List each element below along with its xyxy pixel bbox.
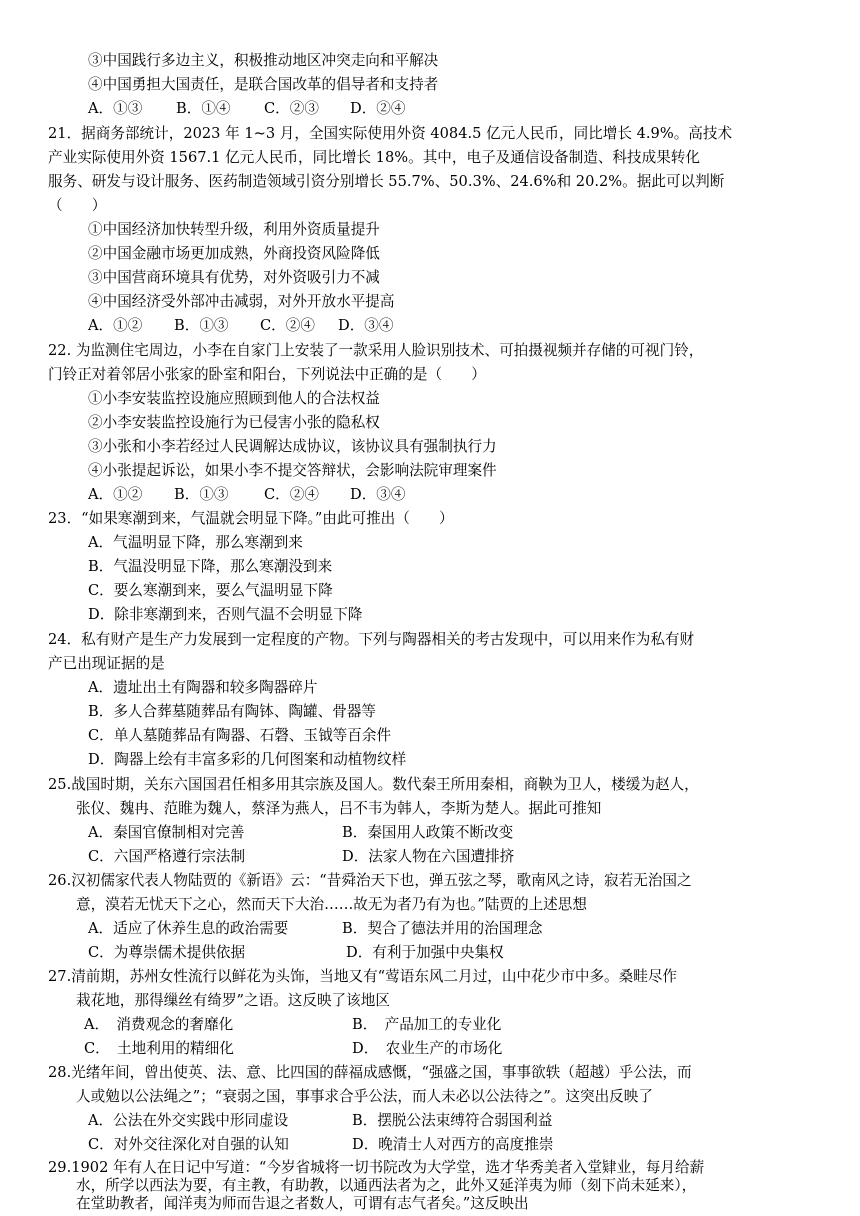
q26-option-b: B．契合了德法并用的治国理念 xyxy=(342,920,543,937)
q22-statement-3: ③小张和小李若经过人民调解达成协议，该协议具有强制执行力 xyxy=(88,438,497,455)
q28-option-b: B．摆脱公法束缚符合弱国利益 xyxy=(352,1112,553,1129)
q20-statement-3: ③中国践行多边主义，积极推动地区冲突走向和平解决 xyxy=(88,52,439,69)
q20-option-d: D．②④ xyxy=(350,100,406,117)
q21-statement-2: ②中国金融市场更加成熟，外商投资风险降低 xyxy=(88,245,380,262)
q23-option-b: B．气温没明显下降，那么寒潮没到来 xyxy=(88,558,333,575)
q27-stem-line-1: 27.清前期，苏州女性流行以鲜花为头饰，当地又有“莺语东风二月过，山中花少市中多。桑畦尽作 xyxy=(48,968,678,985)
q22-statement-2: ②小李安装监控设施行为已侵害小张的隐私权 xyxy=(88,414,380,431)
q27-stem-line-2: 栽花地，那得缫丝有绮罗”之语。这反映了该地区 xyxy=(76,992,390,1009)
q20-option-a: A．①③ xyxy=(88,100,143,117)
q28-option-c: C．对外交往深化对自强的认知 xyxy=(88,1136,289,1153)
q21-stem-line-2: 产业实际使用外资 1567.1 亿元人民币，同比增长 18%。其中，电子及通信设备制造、科技成果转化 xyxy=(48,149,700,166)
q24-stem-line-1: 24．私有财产是生产力发展到一定程度的产物。下列与陶器相关的考古发现中，可以用来作为私有财 xyxy=(48,631,695,648)
q26-option-d: D．有利于加强中央集权 xyxy=(346,944,504,961)
q25-option-c: C．六国严格遵行宗法制 xyxy=(88,848,246,865)
q25-option-d: D．法家人物在六国遭排挤 xyxy=(342,848,515,865)
q27-option-b: B． 产品加工的专业化 xyxy=(352,1016,502,1033)
q25-option-a: A．秦国官僚制相对完善 xyxy=(88,824,245,841)
q29-stem-line-1: 29.1902 年有人在日记中写道：“今岁省城将一切书院改为大学堂，选才华秀美者入堂肄业，每月给薪 xyxy=(48,1159,705,1176)
q23-option-a: A．气温明显下降，那么寒潮到来 xyxy=(88,534,303,551)
q24-option-c: C．单人墓随葬品有陶器、石磬、玉钺等百余件 xyxy=(88,727,392,744)
q24-stem-line-2: 产已出现证据的是 xyxy=(48,655,165,672)
q21-option-c: C．②④ xyxy=(260,317,315,334)
q26-option-c: C．为尊崇儒术提供依据 xyxy=(88,944,246,961)
q29-stem-line-3: 在堂助教者，闻洋夷为师而告退之者数人，可谓有志气者矣。”这反映出 xyxy=(76,1195,529,1212)
q22-option-b: B．①③ xyxy=(174,486,229,503)
q25-stem-line-2: 张仪、魏冉、范睢为魏人，蔡泽为燕人，吕不韦为韩人，李斯为楚人。据此可推知 xyxy=(76,800,602,817)
q22-stem-line-1: 22. 为监测住宅周边，小李在自家门上安装了一款采用人脸识别技术、可拍摄视频并存储的可视门铃， xyxy=(48,342,704,359)
q20-option-b: B．①④ xyxy=(176,100,231,117)
q21-option-d: D．③④ xyxy=(338,317,394,334)
q23-option-d: D．除非寒潮到来，否则气温不会明显下降 xyxy=(88,606,363,623)
q22-option-a: A．①② xyxy=(88,486,143,503)
q23-stem: 23．“如果寒潮到来，气温就会明显下降。”由此可推出（ ） xyxy=(48,510,454,527)
q25-stem-line-1: 25.战国时期，关东六国国君任相多用其宗族及国人。数代秦王所用秦相，商鞅为卫人，楼缓为赵人， xyxy=(48,776,699,793)
q27-option-c: C． 土地利用的精细化 xyxy=(84,1040,234,1057)
q22-option-d: D．③④ xyxy=(350,486,406,503)
q22-statement-4: ④小张提起诉讼，如果小李不提交答辩状，会影响法院审理案件 xyxy=(88,462,497,479)
q27-option-d: D． 农业生产的市场化 xyxy=(352,1040,503,1057)
q28-stem-line-1: 28.光绪年间，曾出使英、法、意、比四国的薛福成感慨，“强盛之国，事事欲轶（超越）乎公法，而 xyxy=(48,1064,692,1081)
q25-option-b: B．秦国用人政策不断改变 xyxy=(342,824,514,841)
q21-statement-3: ③中国营商环境具有优势，对外资吸引力不减 xyxy=(88,269,380,286)
q22-option-c: C．②④ xyxy=(264,486,319,503)
q22-stem-line-2: 门铃正对着邻居小张家的卧室和阳台，下列说法中正确的是（ ） xyxy=(48,366,486,383)
q22-statement-1: ①小李安装监控设施应照顾到他人的合法权益 xyxy=(88,390,380,407)
q21-statement-1: ①中国经济加快转型升级，利用外资质量提升 xyxy=(88,221,380,238)
q24-option-d: D．陶器上绘有丰富多彩的几何图案和动植物纹样 xyxy=(88,751,407,768)
q28-option-a: A．公法在外交实践中形同虚设 xyxy=(88,1112,289,1129)
q21-stem-line-3: 服务、研发与设计服务、医药制造领域引资分别增长 55.7%、50.3%、24.6%和 20.2%。据此可以判断 xyxy=(48,173,725,190)
q20-statement-4: ④中国勇担大国责任，是联合国改革的倡导者和支持者 xyxy=(88,76,439,93)
q20-option-c: C．②③ xyxy=(264,100,319,117)
q24-option-b: B．多人合葬墓随葬品有陶钵、陶罐、骨器等 xyxy=(88,703,377,720)
q21-statement-4: ④中国经济受外部冲击减弱，对外开放水平提高 xyxy=(88,293,395,310)
q27-option-a: A． 消费观念的奢靡化 xyxy=(84,1016,234,1033)
q21-option-b: B．①③ xyxy=(174,317,229,334)
q24-option-a: A．遗址出土有陶器和较多陶器碎片 xyxy=(88,679,318,696)
q28-stem-line-2: 人或勉以公法绳之”；“衰弱之国，事事求合乎公法，而人未必以公法待之”。这突出反映了 xyxy=(76,1088,653,1105)
q21-answer-blank: （ ） xyxy=(48,197,107,214)
q23-option-c: C．要么寒潮到来，要么气温明显下降 xyxy=(88,582,333,599)
q26-stem-line-1: 26.汉初儒家代表人物陆贾的《新语》云：“昔舜治天下也，弹五弦之琴，歌南风之诗，寂若无治国之 xyxy=(48,872,692,889)
q28-option-d: D．晚清士人对西方的高度推崇 xyxy=(352,1136,554,1153)
q21-option-a: A．①② xyxy=(88,317,143,334)
q29-stem-line-2: 水，所学以西法为要，有主教，有助教，以通西法者为之，此外又延洋夷为师（刻下尚未延来）， xyxy=(76,1177,697,1194)
q26-stem-line-2: 意，漠若无忧天下之心，然而天下大治……故无为者乃有为也。”陆贾的上述思想 xyxy=(76,896,587,913)
q21-stem-line-1: 21．据商务部统计，2023 年 1~3 月，全国实际使用外资 4084.5 亿元人民币，同比增长 4.9%。高技术 xyxy=(48,125,733,142)
q26-option-a: A．适应了休养生息的政治需要 xyxy=(88,920,289,937)
